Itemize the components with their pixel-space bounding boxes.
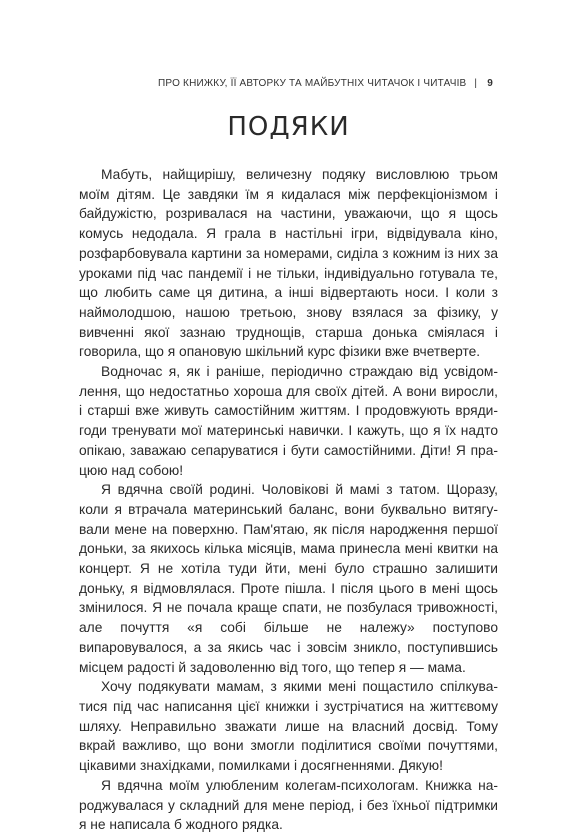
paragraph: Мабуть, найщирішу, величезну подяку висловлюю трьом моїм дітям. Це завдяки їм я кидалася між перфекціонізмом і байдужістю, розривалася на частини, уважаючи, що я щось комусь недодала. Я грала в настільні ігри, відвідувала кіно, розфарбовувала картини за номерами, сиділа з кожним із них за уроками під час пандемії і не тільки, індивідуально готувала те, що любить саме ця дитина, а інші відвертають носи. І коли з наймолодшою, нашою третьою, знову взялася за фізику, у вивченні якої зазнаю труднощів, старша донька сміялася і говорила, що я опановую шкільний курс фізики вже вчетверте. (79, 167, 498, 360)
paragraph: Водночас я, як і раніше, періодично страждаю від усвідомлення, що недостатньо хороша для своїх дітей. А вони виросли, і старші вже живуть самостійним життям. І продовжують врядигоди тренувати мої материнські навички. І кажуть, що я їх надто опікаю, заважаю сепаруватися і бути самостійними. Діти! Я працюю над собою! (79, 364, 498, 478)
header-separator: | (474, 78, 478, 89)
page-title: ПОДЯКИ (227, 112, 350, 142)
paragraph: Я вдячна своїй родині. Чоловікові й мамі з татом. Щоразу, коли я втрачала материнський баланс, вони буквально витягували мене на поверхню. Пам'ятаю, як після народження першої доньки, за якихось кілька місяців, мама принесла мені квитки на концерт. Я не хотіла туди йти, мені було страшно залишити доньку, я відмовлялася. Проте пішла. І після цього в мені щось змінилося. Я не почала краще спати, не позбулася тривожності, але почуття «я собі більше не належу» поступово випаровувалося, а за якись час і зовсім зникло, поступившись місцем радості й задоволенню від того, що тепер я — мама. (79, 482, 498, 675)
paragraph: Я вдячна моїм улюбленим колегам-психологам. Книжка народжувалася у складний для мене період, і без їхньої підтримки я не написала б жодного рядка. (79, 777, 498, 833)
paragraph: Хочу подякувати мамам, з якими мені пощастило спілкуватися під час написання цієї книжки і зустрічатися на життєвому шляху. Неправильно зважати лише на власний досвід. Тому вкрай важливо, що вони змогли поділитися своїми почуттями, цікавими знахідками, помилками і досягненнями. Дякую! (79, 679, 498, 774)
body-text (79, 165, 498, 835)
running-header (158, 78, 493, 89)
running-title: ПРО КНИЖКУ, ЇЇ АВТОРКУ ТА МАЙБУТНІХ ЧИТАЧОК І ЧИТАЧІВ (158, 78, 467, 89)
page-number: 9 (487, 78, 493, 89)
